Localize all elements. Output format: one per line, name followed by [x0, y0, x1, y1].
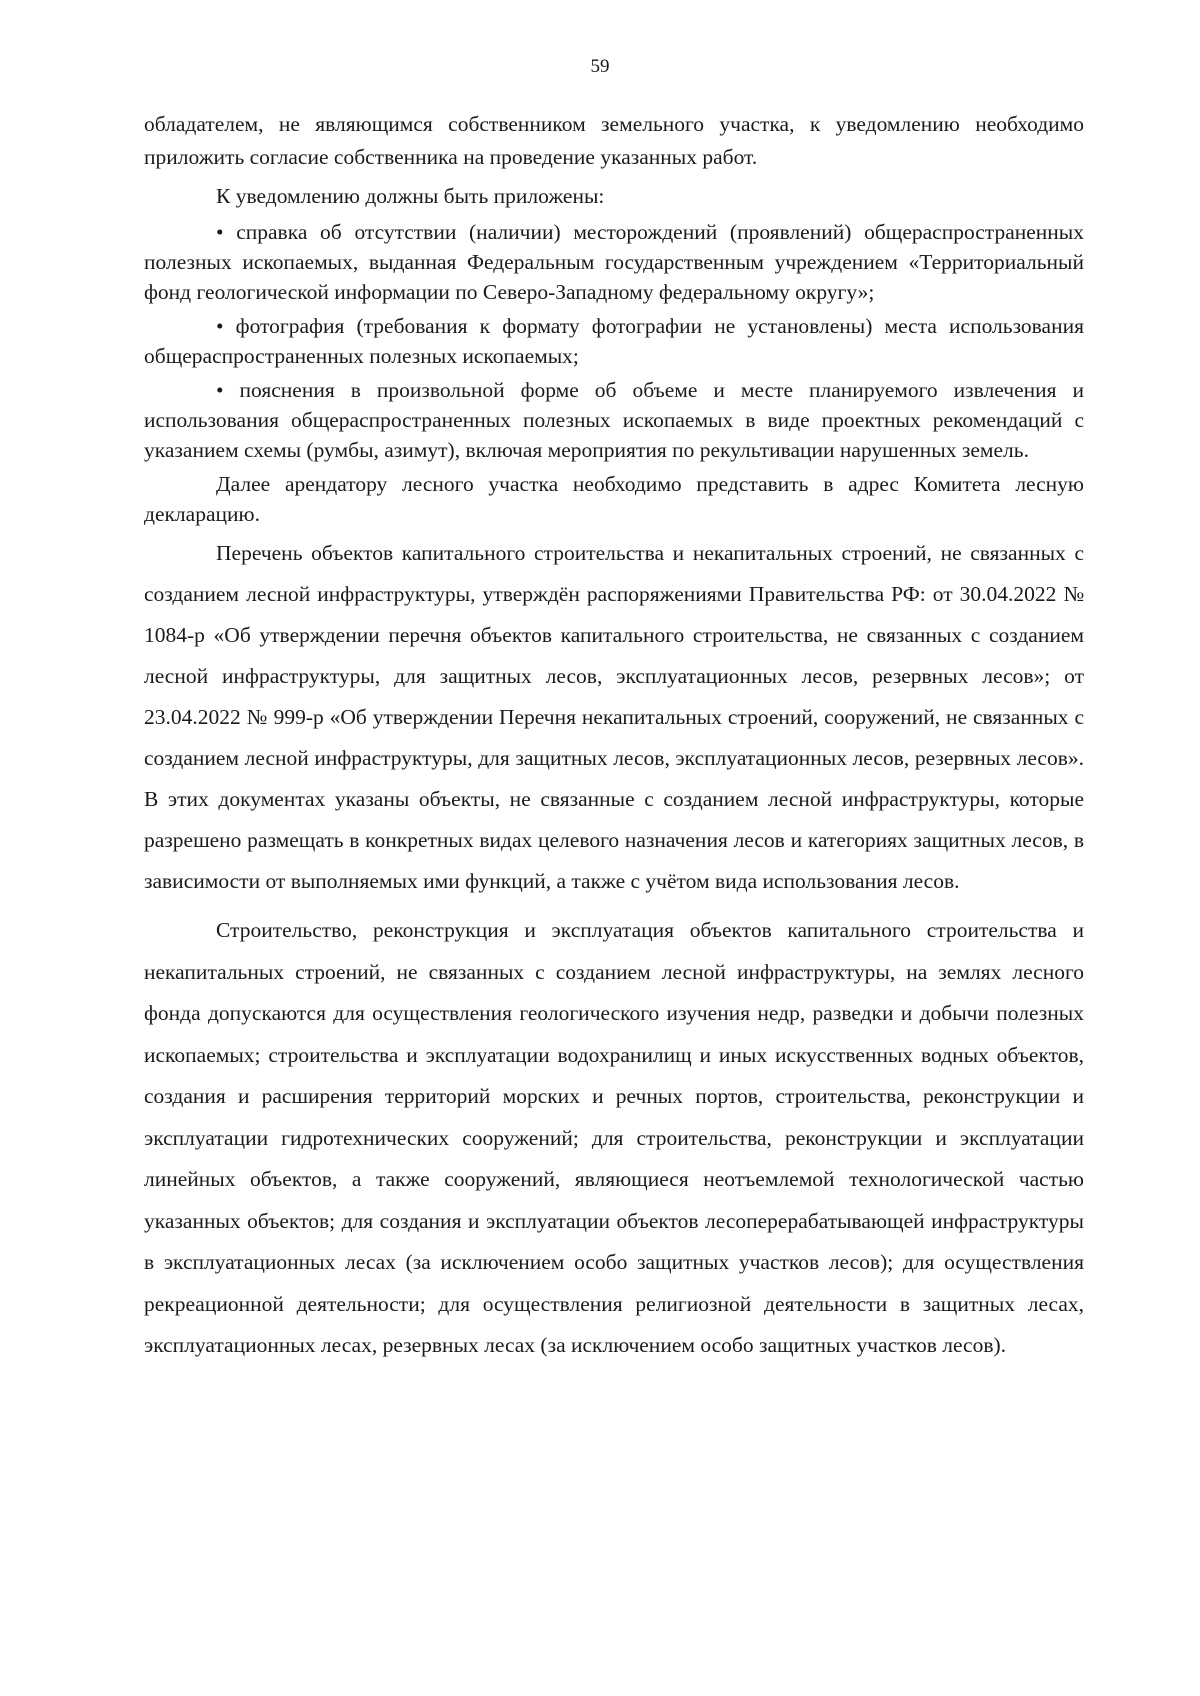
page-body — [144, 108, 1084, 1367]
list-of-objects-block — [144, 533, 1084, 902]
paragraph-construction: Строительство, реконструкция и эксплуатация объектов капитального строительства и некапитальных строений, не связанных с созданием лесной инфраструктуры, на землях лесного фонда допускаются для осуществления геологического изучения недр, разведки и добычи полезных ископаемых; строительства и эксплуатации водохранилищ и иных искусственных водных объектов, создания и расширения территорий морских и речных портов, строительства, реконструкции и эксплуатации гидротехнических сооружений; для строительства, реконструкции и эксплуатации линейных объектов, а также сооружений, являющиеся неотъемлемой технологической частью указанных объектов; для создания и эксплуатации объектов лесоперерабатывающей инфраструктуры в эксплуатационных лесах (за исключением особо защитных участков лесов); для осуществления рекреационной деятельности; для осуществления религиозной деятельности в защитных лесах, эксплуатационных лесах, резервных лесах (за исключением особо защитных участков лесов). — [144, 918, 1084, 1357]
bullet-item-photo: • фотография (требования к формату фотографии не установлены) места использования общераспространенных полезных ископаемых; — [144, 314, 1084, 368]
paragraph-forest-declaration: Далее арендатору лесного участка необходимо представить в адрес Комитета лесную декларацию. — [144, 472, 1084, 526]
construction-block — [144, 910, 1084, 1367]
bullet-list — [144, 217, 1084, 529]
intro-block — [144, 108, 1084, 213]
paragraph-continuation: обладателем, не являющимся собственником земельного участка, к уведомлению необходимо приложить согласие собственника на проведение указанных работ. — [144, 112, 1084, 169]
bullet-item-certificate: • справка об отсутствии (наличии) месторождений (проявлений) общераспространенных полезных ископаемых, выданная Федеральным государственным учреждением «Территориальный фонд геологической информации по Северо-Западному федеральному округу»; — [144, 220, 1084, 304]
paragraph-attachments-heading: К уведомлению должны быть приложены: — [216, 184, 605, 208]
page-number: 59 — [590, 56, 610, 77]
bullet-item-explanations: • пояснения в произвольной форме об объеме и месте планируемого извлечения и использования общераспространенных полезных ископаемых в виде проектных рекомендаций с указанием схемы (румбы, азимут), включая мероприятия по рекультивации нарушенных земель. — [144, 378, 1084, 462]
paragraph-objects-list: Перечень объектов капитального строительства и некапитальных строений, не связанных с созданием лесной инфраструктуры, утверждён распоряжениями Правительства РФ: от 30.04.2022 № 1084-р «Об утверждении перечня объектов капитального строительства, не связанных с созданием лесной инфраструктуры, для защитных лесов, эксплуатационных лесов, резервных лесов»; от 23.04.2022 № 999-р «Об утверждении Перечня некапитальных строений, сооружений, не связанных с созданием лесной инфраструктуры, для защитных лесов, эксплуатационных лесов, резервных лесов». В этих документах указаны объекты, не связанные с созданием лесной инфраструктуры, которые разрешено размещать в конкретных видах целевого назначения лесов и категориях защитных лесов, в зависимости от выполняемых ими функций, а также с учётом вида использования лесов. — [144, 541, 1084, 893]
